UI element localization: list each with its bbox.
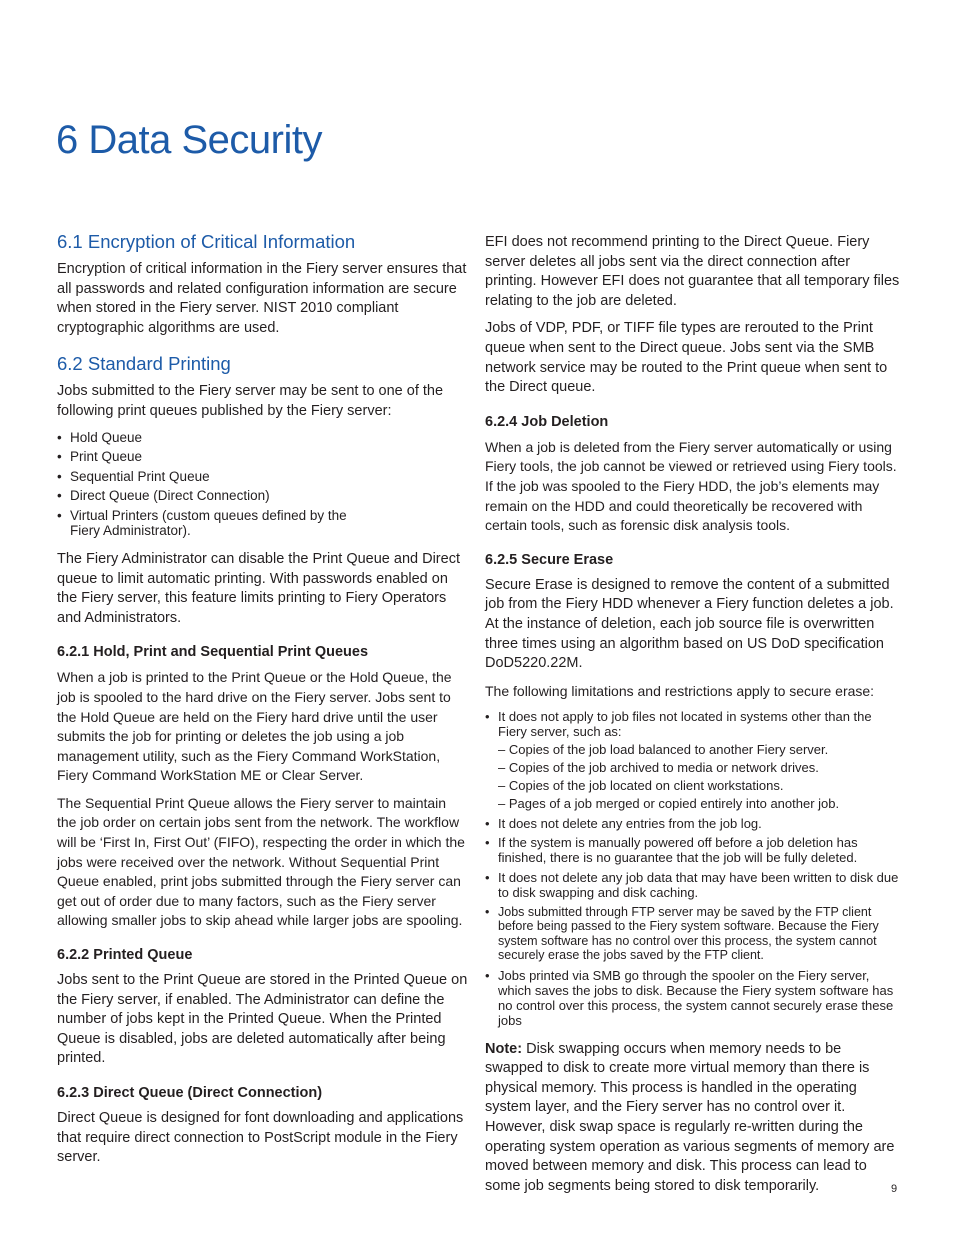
section-6-2-3-p1: Direct Queue is designed for font downloading and applications that require direct connection to PostScript module in the Fiery server.	[57, 1110, 464, 1166]
secure-erase-limitations	[485, 709, 900, 1027]
section-6-2-admin: The Fiery Administrator can disable the Print Queue and Direct queue to limit automatic printing. With passwords enabled on the Fiery server, this feature limits printing to Fiery Operators and Administrators.	[57, 550, 460, 626]
list-item: • Print Queue	[57, 449, 469, 464]
page-number: 9	[891, 1183, 898, 1195]
list-item: • Jobs printed via SMB go through the spooler on the Fiery server, which saves the jobs to disk. Because the Fiery system software has no control over this process, the system cannot securely erase these jobs	[485, 968, 900, 1028]
section-6-1-heading: 6.1 Encryption of Critical Information	[57, 231, 356, 252]
section-6-2-2-body: Jobs sent to the Print Queue are stored in the Printed Queue on the Fiery server, if enabled. The Administrator can define the number of jobs kept in the Printed Queue. When the Printed Queue is disabled, jobs are deleted automatically after being printed.	[57, 972, 468, 1067]
list-item: • Sequential Print Queue	[57, 469, 469, 484]
note-label: Note:	[485, 1040, 523, 1057]
sublist-item: – Copies of the job archived to media or network drives.	[498, 760, 819, 776]
list-item: • It does not delete any entries from the job log.	[485, 816, 900, 831]
list-item: • It does not delete any job data that may have been written to disk due to disk swapping and disk caching.	[485, 870, 900, 900]
page-title: 6 Data Security	[56, 118, 322, 162]
section-6-2-3-p2: EFI does not recommend printing to the Direct Queue. Fiery server deletes all jobs sent via the direct connection after printing. However EFI does not guarantee that all temporary files relating to the job are deleted.	[485, 234, 900, 309]
section-6-2-4-body: When a job is deleted from the Fiery server automatically or using Fiery tools, the job cannot be viewed or retrieved using Fiery tools. If the job was spooled to the Fiery HDD, the job’s elements may remain on the HDD and could theoretically be recovered with certain tools, such as forensic disk analysis tools.	[485, 438, 897, 534]
list-item: • Direct Queue (Direct Connection)	[57, 488, 469, 503]
section-6-2-5-heading: 6.2.5 Secure Erase	[485, 551, 614, 568]
list-item: • Virtual Printers (custom queues defined by the Fiery Administrator).	[57, 508, 360, 538]
section-6-2-5-p2: The following limitations and restrictions apply to secure erase:	[485, 682, 875, 699]
note-body: Disk swapping occurs when memory needs to be swapped to disk to create more virtual memory than there is physical memory. This process is handled in the operating system layer, and the Fiery server has no control over it. However, disk swap space is regularly re-written during the operating system operation as various segments of memory are moved between memory and disk. This process can lead to some job segments being stored to disk temporarily.	[485, 1040, 895, 1194]
section-6-2-intro: Jobs submitted to the Fiery server may be sent to one of the following print queues published by the Fiery server:	[57, 383, 444, 419]
section-6-2-1-heading: 6.2.1 Hold, Print and Sequential Print Queues	[57, 644, 369, 661]
left-column	[57, 230, 469, 1176]
section-6-2-2-heading: 6.2.2 Printed Queue	[57, 947, 193, 964]
copies-sublist	[498, 742, 900, 811]
section-6-1-body: Encryption of critical information in the Fiery server ensures that all passwords and related configuration information are secure when stored in the Fiery server. NIST 2010 compliant cryptographic algorithms are used.	[57, 261, 467, 336]
list-item: • If the system is manually powered off before a job deletion has finished, there is no guarantee that the job will be fully deleted.	[485, 835, 900, 865]
list-item	[485, 709, 900, 811]
list-item: • Jobs submitted through FTP server may be saved by the FTP client before being passed to the Fiery system software. Because the Fiery system software has no control over this process, the system cannot securely erase the jobs saved by the FTP client.	[485, 905, 900, 963]
section-6-2-1-p1: When a job is printed to the Print Queue or the Hold Queue, the job is spooled to the hard drive on the Fiery server. Jobs sent to the Hold Queue are held on the Fiery hard drive until the user submits the job for printing or deletes the job using a job management utility, such as the Fiery Command WorkStation, Fiery Command WorkStation ME or Clear Server.	[57, 669, 452, 784]
section-6-2-5-p1: Secure Erase is designed to remove the content of a submitted job from the Fiery HDD whenever a Fiery function deletes a job. At the instance of deletion, each job source file is overwritten three times using an algorithm based on US DoD specification DoD5220.22M.	[485, 576, 894, 672]
limitation-text: It does not apply to job files not located in systems other than the Fiery server, such as:	[498, 709, 872, 740]
sublist-item: – Copies of the job located on client workstations.	[498, 778, 784, 794]
disk-swapping-note	[485, 1040, 900, 1197]
sublist-item: – Pages of a job merged or copied entirely into another job.	[498, 796, 840, 812]
section-6-2-3-heading: 6.2.3 Direct Queue (Direct Connection)	[57, 1085, 323, 1101]
sublist-item: – Copies of the job load balanced to another Fiery server.	[498, 742, 829, 758]
section-6-2-1-p2: The Sequential Print Queue allows the Fiery server to maintain the job order on certain jobs sent from the network. The workflow will be ‘First In, First Out’ (FIFO), respecting the order in which the jobs were received over the network. Without Sequential Print Queue enabled, print jobs submitted through the Fiery server can get out of order due to many factors, such as the Fiery server allowing smaller jobs to skip ahead while larger jobs are spooling.	[57, 794, 465, 929]
section-6-2-heading: 6.2 Standard Printing	[57, 353, 231, 375]
section-6-2-4-heading: 6.2.4 Job Deletion	[485, 413, 609, 430]
section-6-2-3-p3: Jobs of VDP, PDF, or TIFF file types are rerouted to the Print queue when sent to the Direct queue. Jobs sent via the SMB network service may be routed to the Print queue when sent to the Direct queue.	[485, 320, 888, 396]
print-queue-list	[57, 430, 469, 538]
list-item: • Hold Queue	[57, 430, 469, 445]
right-column	[485, 233, 900, 1204]
